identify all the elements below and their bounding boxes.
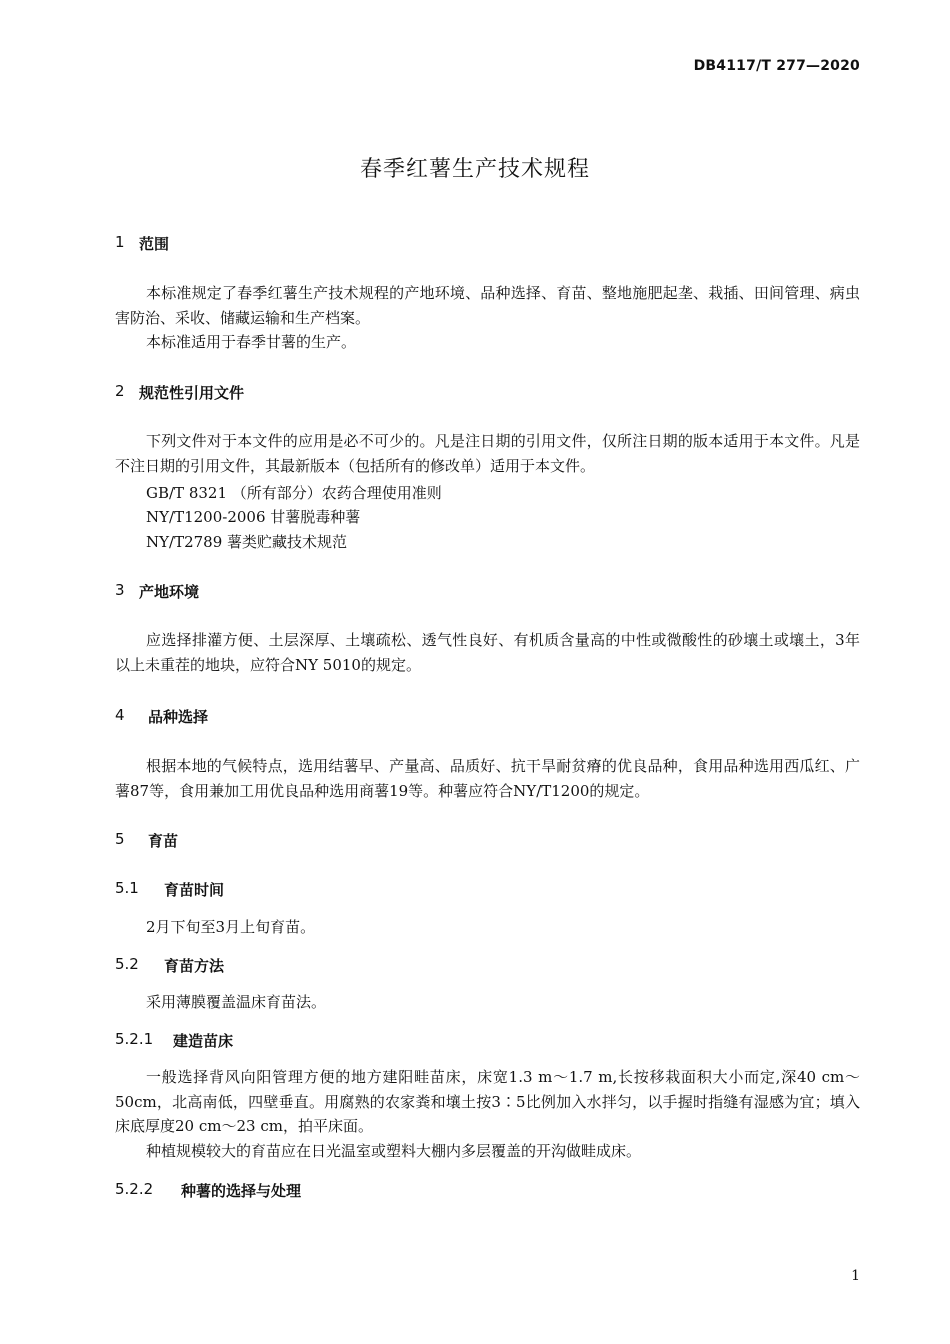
paragraph: 采用薄膜覆盖温床育苗法。	[146, 993, 327, 1011]
section-5-2-heading	[115, 955, 515, 977]
paragraph: 根据本地的气候特点，选用结薯早、产量高、品质好、抗干旱耐贫瘠的优良品种，食用品种选用西瓜红、广薯87等，食用兼加工用优良品种选用商薯19等。种薯应符合NY/T1200的规定。	[115, 757, 860, 800]
reference-item: NY/T2789 薯类贮藏技术规范	[146, 533, 348, 551]
section-number: 3	[115, 581, 125, 599]
section-5-2-body	[115, 990, 860, 1015]
section-4-body	[115, 754, 860, 803]
section-number: 5.2	[115, 955, 139, 973]
section-3-heading	[115, 581, 515, 603]
section-title: 建造苗床	[173, 1032, 234, 1050]
section-title: 规范性引用文件	[139, 384, 245, 402]
section-5-heading	[115, 830, 515, 852]
section-title: 产地环境	[139, 583, 200, 601]
section-title: 育苗	[148, 832, 179, 850]
section-number: 5.2.2	[115, 1180, 154, 1198]
paragraph: 应选择排灌方便、土层深厚、土壤疏松、透气性良好、有机质含量高的中性或微酸性的砂壤土或壤土，3年以上未重茬的地块，应符合NY 5010的规定。	[115, 631, 860, 674]
section-2-heading	[115, 382, 515, 404]
paragraph: 一般选择背风向阳管理方便的地方建阳畦苗床，床宽1.3 m～1.7 m,长按移栽面积大小而定,深40 cm～50cm，北高南低，四壁垂直。用腐熟的农家粪和壤土按3∶5比例加入水拌匀，以手握时指缝有湿感为宜；填入床底厚度20 cm～23 cm，拍平床面。	[115, 1068, 860, 1135]
section-title: 种薯的选择与处理	[181, 1182, 302, 1200]
section-title: 范围	[139, 235, 170, 253]
section-number: 5.2.1	[115, 1030, 154, 1048]
section-title: 育苗时间	[164, 881, 225, 899]
page-title: 春季红薯生产技术规程	[359, 157, 590, 182]
section-5-1-heading	[115, 879, 515, 901]
section-number: 2	[115, 382, 125, 400]
section-4-heading	[115, 706, 515, 728]
section-2-body	[115, 429, 860, 478]
section-1-heading	[115, 233, 515, 255]
page-number: 1	[851, 1268, 860, 1284]
paragraph: 本标准规定了春季红薯生产技术规程的产地环境、品种选择、育苗、整地施肥起垄、栽插、田间管理、病虫害防治、采收、储藏运输和生产档案。	[115, 284, 860, 327]
section-5-2-1-heading	[115, 1030, 515, 1052]
reference-item: GB/T 8321 （所有部分）农药合理使用准则	[146, 484, 442, 502]
paragraph: 2月下旬至3月上旬育苗。	[146, 918, 316, 936]
section-title: 育苗方法	[164, 957, 225, 975]
reference-item: NY/T1200-2006 甘薯脱毒种薯	[146, 508, 361, 526]
section-3-body	[115, 628, 860, 677]
section-5-1-body	[115, 915, 860, 940]
paragraph: 下列文件对于本文件的应用是必不可少的。凡是注日期的引用文件，仅所注日期的版本适用于本文件。凡是不注日期的引用文件，其最新版本（包括所有的修改单）适用于本文件。	[115, 432, 860, 475]
section-number: 1	[115, 233, 125, 251]
document-number: DB4117/T 277—2020	[693, 58, 860, 74]
section-number: 5.1	[115, 879, 139, 897]
section-title: 品种选择	[148, 708, 209, 726]
section-5-2-2-heading	[115, 1180, 515, 1202]
section-number: 4	[115, 706, 125, 724]
section-number: 5	[115, 830, 125, 848]
section-1-body	[115, 281, 860, 355]
section-5-2-1-body	[115, 1065, 860, 1163]
paragraph: 本标准适用于春季甘薯的生产。	[146, 333, 357, 351]
paragraph: 种植规模较大的育苗应在日光温室或塑料大棚内多层覆盖的开沟做畦成床。	[146, 1141, 642, 1160]
